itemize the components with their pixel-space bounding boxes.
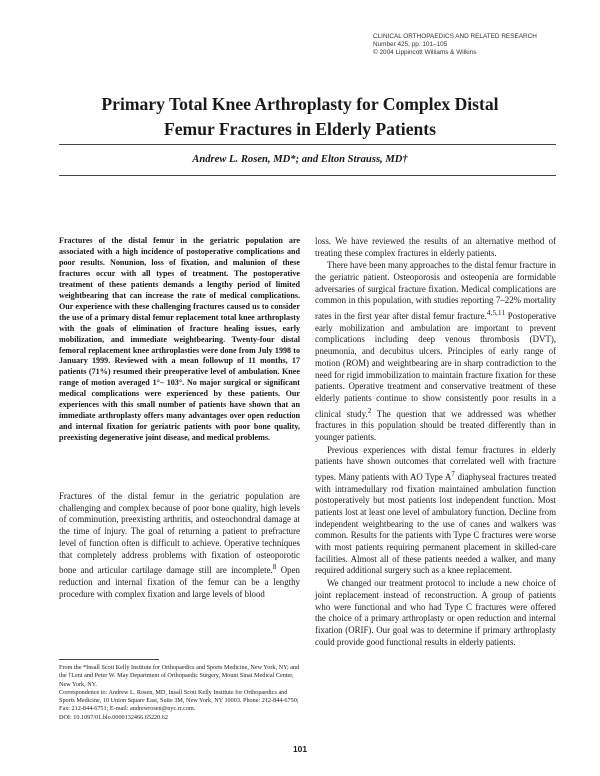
right-p2-text-c: The question that we addressed was whether fractures in this population should be treated differently than in younger patients.: [315, 408, 556, 442]
authors-line: Andrew L. Rosen, MD*; and Elton Strauss, MD†: [192, 154, 408, 165]
title-line-1: Primary Total Knee Arthroplasty for Complex Distal: [101, 94, 499, 114]
footnote-divider: [59, 659, 159, 660]
intro-left-column: [59, 491, 300, 600]
authors-divider: [59, 175, 556, 176]
right-p2-text-a: There have been many approaches to the distal femur fracture in the geriatric patient. Osteoporosis and osteopenia are formidable adversaries of surgical fracture fixation. Medical complications are common in this population, with studies reporting 7–22% mortality rates in the first year after distal femur fracture.: [315, 260, 556, 322]
journal-copyright: © 2004 Lippincott Williams & Wilkins: [373, 49, 477, 56]
intro-paragraph: [59, 491, 300, 600]
journal-issue: Number 425, pp. 101–105: [373, 41, 448, 48]
right-paragraph-3: [315, 445, 556, 578]
abstract-text: Fractures of the distal femur in the geriatric population are associated with a high incidence of postoperative complications and poor results. Nonunion, loss of fixation, and malunion of these fractures occur with all types of treatment. The postoperative treatment of these patients demands a lengthy period of limited weightbearing that can increase the rate of medical complications. Our experience with these challenging fractures caused us to consider the use of a primary distal femur replacement total knee arthroplasty with the goals of elimination of fracture healing issues, early mobilization, and immediate weightbearing. Twenty-four distal femoral replacement knee arthroplasties were done from July 1998 to January 1999. Reviewed with a mean followup of 11 months, 17 patients (71%) resumed their preoperative level of ambulation. Knee range of motion averaged 1°– 103°. No major surgical or significant medical complications were experienced by these patients. Our experiences with this small number of patients have shown that an immediate arthroplasty offers many advantages over open reduction and internal fixation for geriatric patients with poor bone quality, preexisting degenerative joint disease, and medical problems.: [59, 236, 300, 443]
reference-sup: 8: [272, 562, 277, 572]
footnote-correspondence: Correspondence to: Andrew L. Rosen, MD, Insall Scott Kelly Institute for Orthopaedics and Sports Medicine, 10 Union Square East, Suite 3M, New York, NY 10003. Phone: 212-844-6750; Fax: 212-844-6751; E-mail: andrewrosen@nyc.rr.com.: [59, 688, 299, 713]
journal-name: CLINICAL ORTHOPAEDICS AND RELATED RESEARCH: [373, 33, 537, 40]
right-paragraph-2: [315, 260, 556, 443]
reference-sup: 4,5,11: [486, 308, 506, 318]
abstract: [59, 236, 300, 444]
reference-sup: 2: [367, 405, 372, 415]
right-p3-text-a: Previous experiences with distal femur fractures in elderly patients have shown outcomes that correlated well with fracture types. Many patients with AO Type A: [315, 444, 556, 482]
page-number: 101: [293, 744, 307, 754]
title-divider: [59, 144, 556, 145]
right-p3-text-b: diaphyseal fractures treated with intramedullary rod fixation maintained ambulation function postoperatively but most patients lost independent function. Most patients lost at least one level of ambulatory function. Decline from independent weightbearing to the use of canes and walkers was common. Results for the patients with Type C fractures were worse with most patients requiring permanent placement in skilled-care facilities. Almost all of these patients needed a walker, and many required additional surgery such as a knee replacement.: [315, 471, 557, 576]
right-p2-text-b: Postoperative early mobilization and ambulation are important to prevent complications including deep venous thrombosis (DVT), pneumonia, and decubitus ulcers. Principles of early range of motion (ROM) and weightbearing are in sharp contradiction to the need for rigid immobilization to maintain fracture fixation for these patients. Operative treatment and conservative treatment of these elderly patients continue to show consistently poor results in a clinical study.: [315, 311, 557, 419]
reference-sup: 7: [451, 469, 456, 478]
right-paragraph-4: We changed our treatment protocol to include a new choice of joint replacement instead of reconstruction. A group of patients who were functional and who had Type C fractures were offered the choice of a primary arthroplasty or open reduction and internal fixation (ORIF). Our goal was to determine if primary arthroplasty could provide good functional results in elderly patients.: [315, 578, 556, 647]
footnote: [59, 664, 300, 722]
footnote-affiliation: From the *Insall Scott Kelly Institute for Orthopaedics and Sports Medicine, New York, NY; and the †Leni and Peter W. May Department of Orthopaedic Surgery, Mount Sinai Medical Center, New York, NY.: [59, 664, 300, 688]
article-title: [40, 92, 560, 142]
intro-text: Fractures of the distal femur in the geriatric population are challenging and complex because of poor bone quality, high levels of comminution, preexisting arthritis, and osteochondral damage at the time of injury. The goal of returning a patient to prefracture level of function often is difficult to achieve. Operative techniques that completely address problems with fixation of osteoporotic bone and articular cartilage damage still are incomplete.: [59, 491, 300, 576]
journal-header: [373, 33, 583, 57]
footnote-doi: DOI: 10.1097/01.blo.0000132466.65220.62: [59, 713, 168, 721]
intro-text-end: Open reduction and internal fixation of the femur can be a lengthy procedure with complex fixation and large levels of blood: [59, 565, 300, 599]
right-column: [315, 236, 556, 648]
right-paragraph-1: loss. We have reviewed the results of an alternative method of treating these complex fractures in elderly patients.: [315, 236, 556, 258]
title-line-2: Femur Fractures in Elderly Patients: [163, 119, 436, 139]
